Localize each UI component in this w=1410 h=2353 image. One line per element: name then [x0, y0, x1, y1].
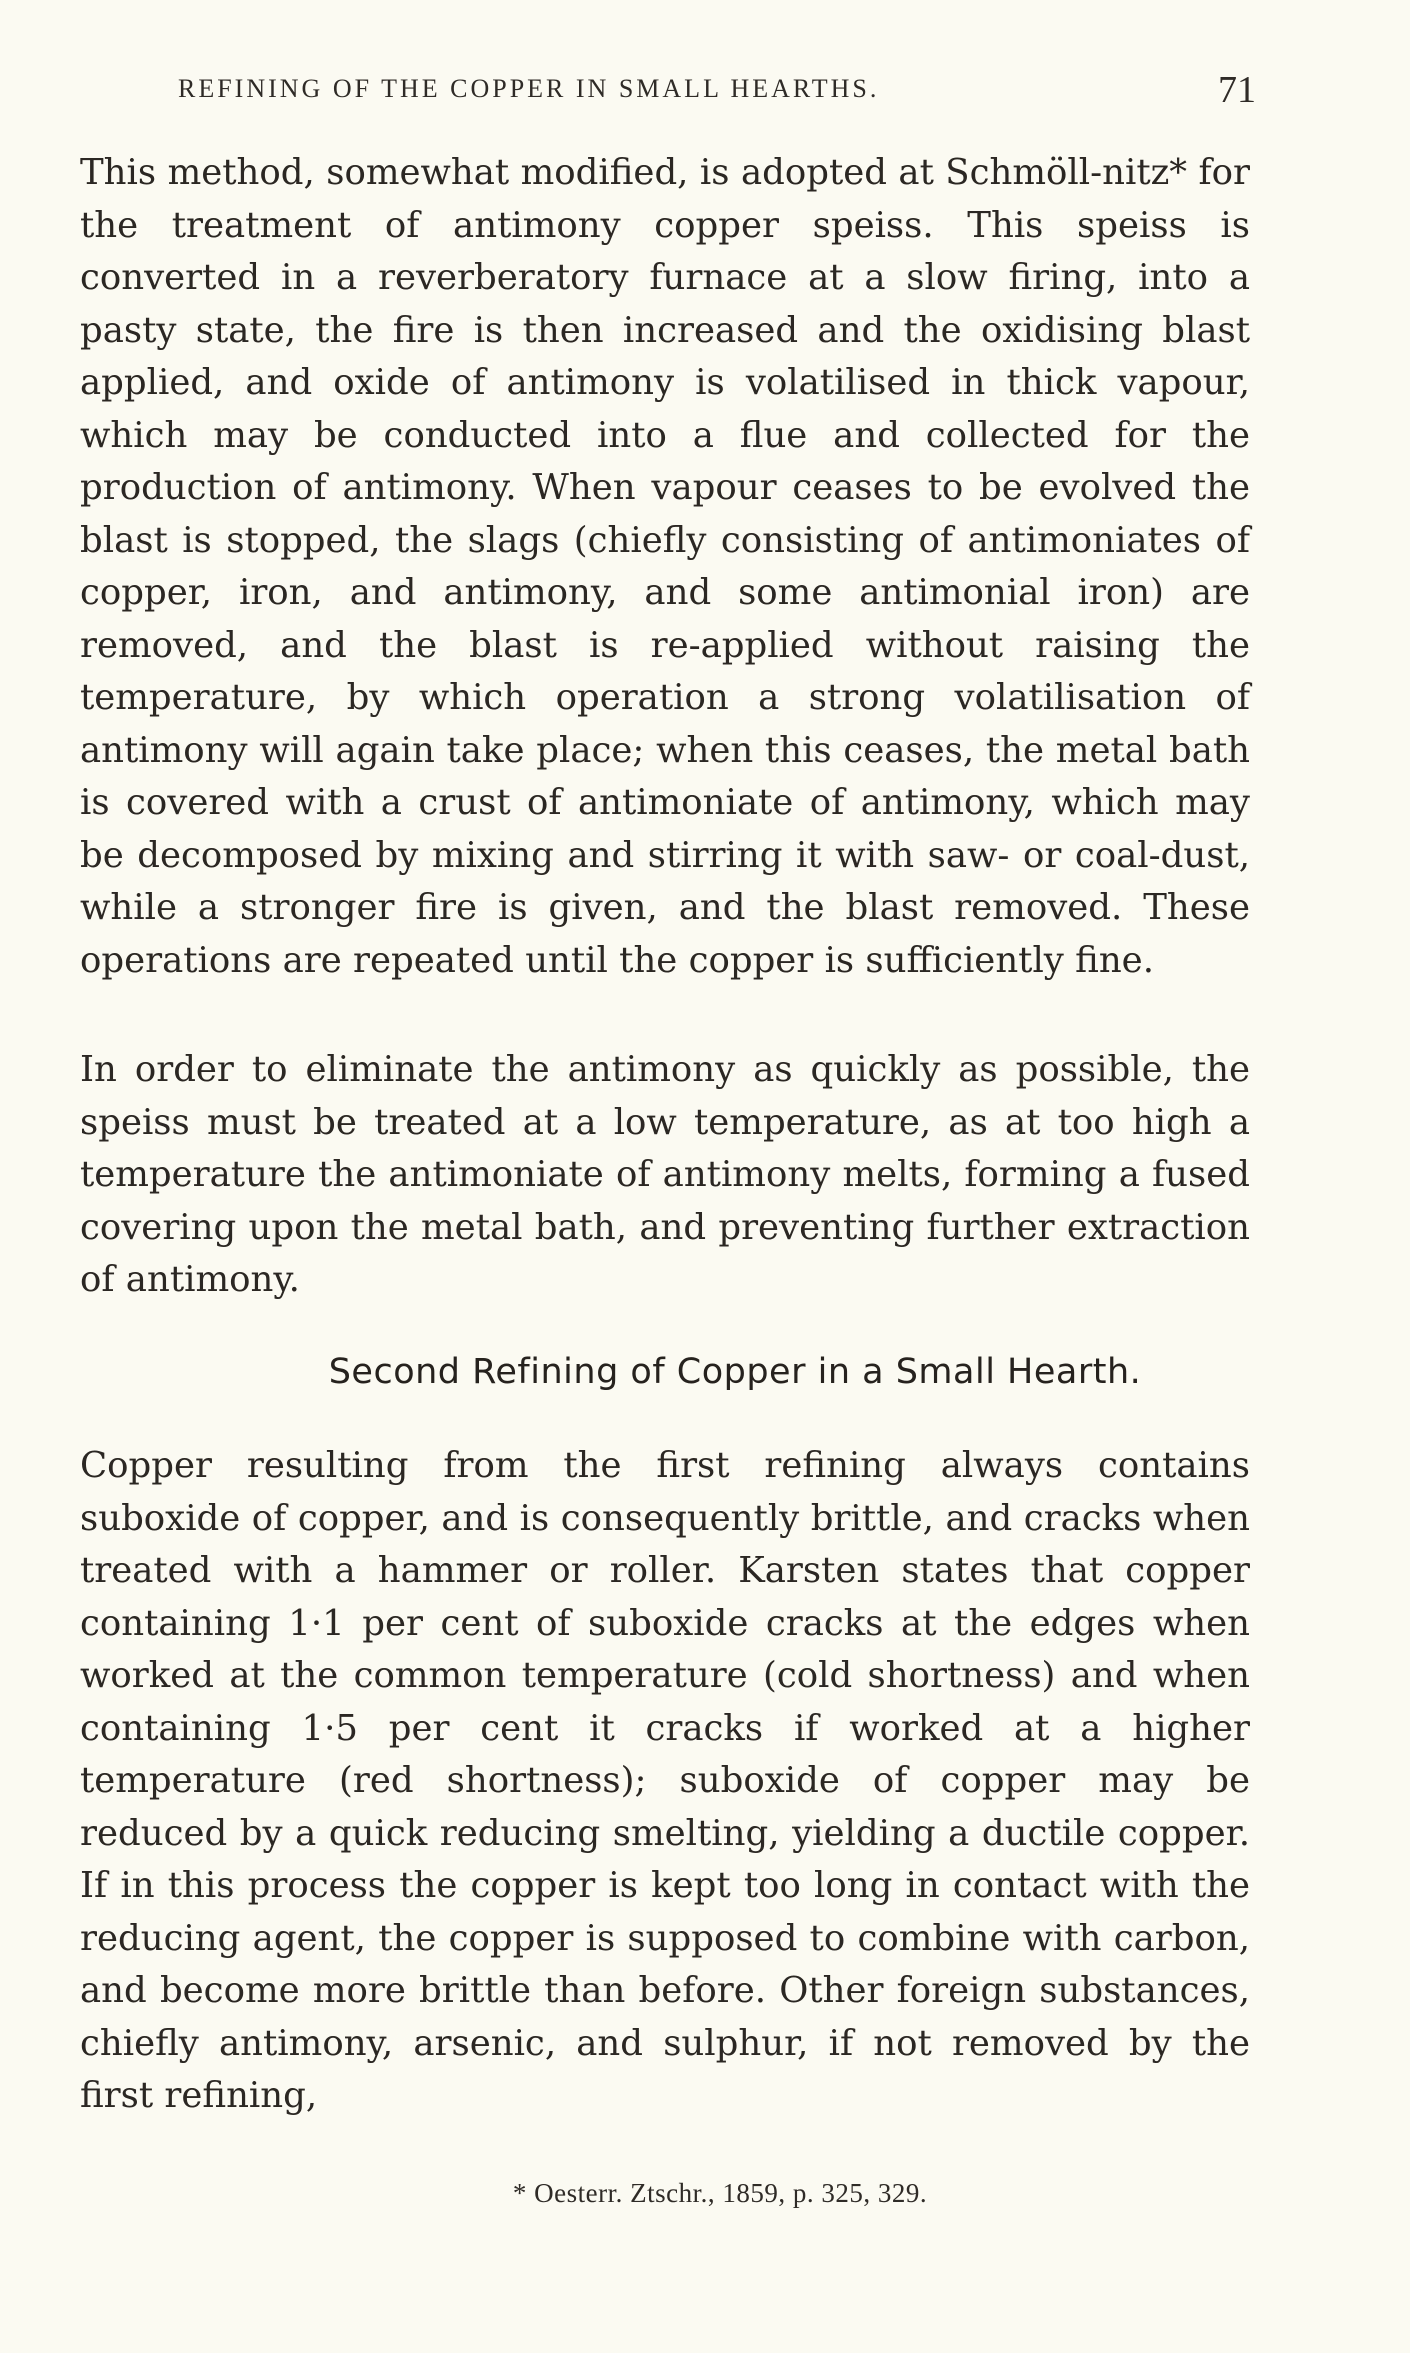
section-heading: Second Refining of Copper in a Small Hearth.: [328, 1352, 1142, 1392]
paragraph-schmoellnitz-method: [80, 147, 1250, 987]
paragraph-text: In order to eliminate the antimony as quickly as possible, the speiss must be treated at a low temperature, as at too high a temperature the antimoniate of antimony melts, forming a fused covering upon the metal bath, and preventing further extraction of antimony.: [80, 1049, 1250, 1300]
paragraph-second-refining: [80, 1440, 1250, 2123]
running-head: [178, 64, 1268, 114]
page-number: 71: [1218, 69, 1256, 111]
paragraph-text: This method, somewhat modified, is adopted at Schmöll-nitz* for the treatment of antimony copper speiss. This speiss is converted in a reverberatory furnace at a slow firing, into a pasty state, the fire is then increased and the oxidising blast applied, and oxide of antimony is volatilised in thick vapour, which may be conducted into a flue and collected for the production of antimony. When vapour ceases to be evolved the blast is stopped, the slags (chiefly consisting of antimoniates of copper, iron, and antimony, and some antimonial iron) are removed, and the blast is re-applied without raising the temperature, by which operation a strong volatilisation of antimony will again take place; when this ceases, the metal bath is covered with a crust of antimoniate of antimony, which may be decomposed by mixing and stirring it with saw- or coal-dust, while a stronger fire is given, and the blast removed. These operations are repeated until the copper is sufficiently fine.: [80, 152, 1250, 981]
paragraph-text: Copper resulting from the first refining always contains suboxide of copper, and is consequently brittle, and cracks when treated with a hammer or roller. Karsten states that copper containing 1·1 per cent of suboxide cracks at the edges when worked at the common temperature (cold shortness) and when containing 1·5 per cent it cracks if worked at a higher temperature (red shortness); suboxide of copper may be reduced by a quick reducing smelting, yielding a ductile copper. If in this process the copper is kept too long in contact with the reducing agent, the copper is supposed to combine with carbon, and become more brittle than before. Other foreign substances, chiefly antimony, arsenic, and sulphur, if not removed by the first refining,: [80, 1445, 1250, 2116]
running-head-title: REFINING OF THE COPPER IN SMALL HEARTHS.: [178, 74, 880, 103]
footnote: * Oesterr. Ztschr., 1859, p. 325, 329.: [512, 2178, 928, 2208]
paragraph-antimony-elimination: [80, 1044, 1250, 1307]
